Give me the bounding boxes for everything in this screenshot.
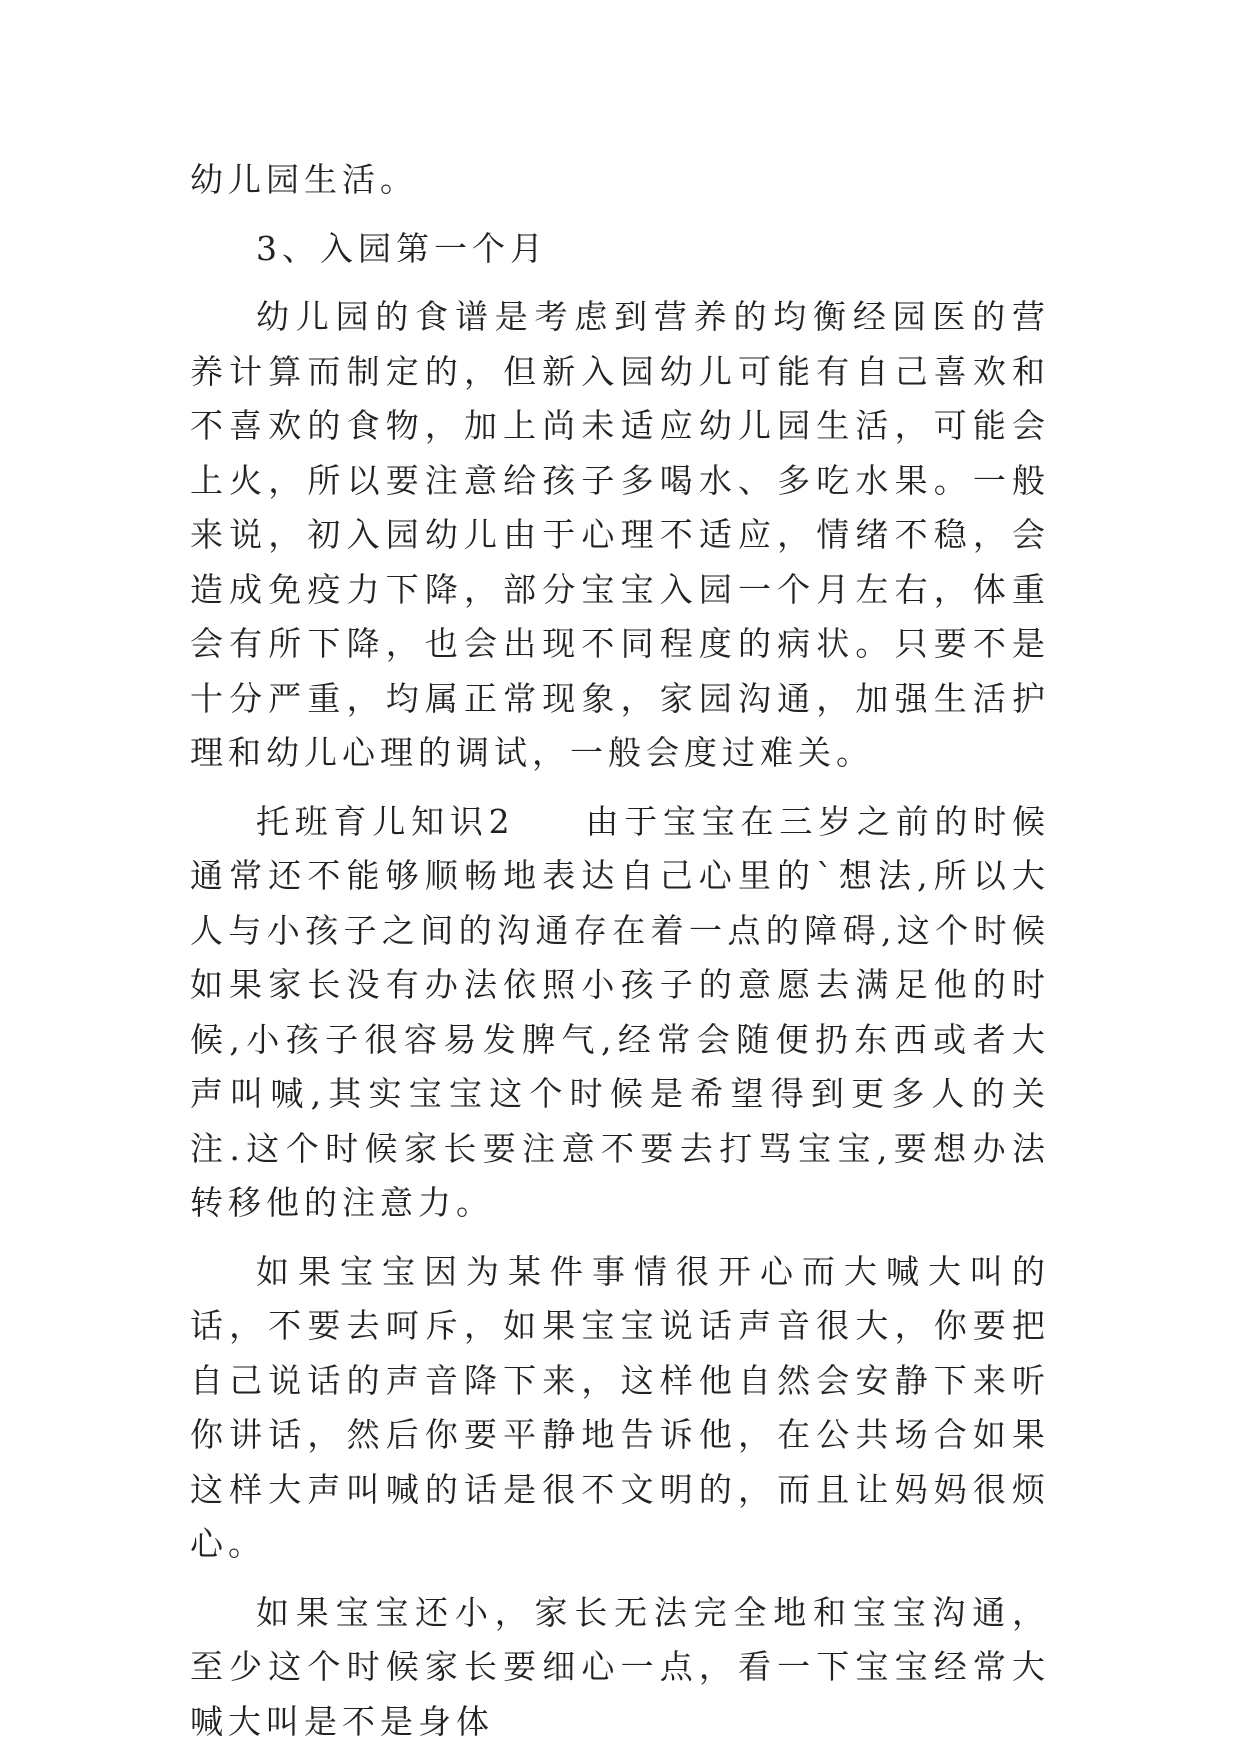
paragraph-knowledge-2 <box>190 795 1050 1231</box>
paragraph-small-baby: 如果宝宝还小，家长无法完全地和宝宝沟通，至少这个时候家长要细心一点，看一下宝宝经常大喊大叫是不是身体 <box>190 1592 1050 1741</box>
document-body <box>190 153 1050 1749</box>
section-heading-first-month: 3、入园第一个月 <box>256 228 548 268</box>
section-heading-knowledge-2: 托班育儿知识2 <box>256 801 515 841</box>
paragraph-knowledge-2-body: 由于宝宝在三岁之前的时候通常还不能够顺畅地表达自己心里的`想法,所以大人与小孩子之间的沟通存在着一点的障碍,这个时候如果家长没有办法依照小孩子的意愿去满足他的时候,小孩子很容易发脾气,经常会随便扔东西或者大声叫喊,其实宝宝这个时候是希望得到更多人的关注.这个时候家长要注意不要去打骂宝宝,要想办法转移他的注意力。 <box>190 801 1051 1222</box>
paragraph-continuation: 幼儿园生活。 <box>190 160 418 199</box>
paragraph-diet: 幼儿园的食谱是考虑到营养的均衡经园医的营养计算而制定的，但新入园幼儿可能有自己喜欢和不喜欢的食物，加上尚未适应幼儿园生活，可能会上火，所以要注意给孩子多喝水、多吃水果。一般来说，初入园幼儿由于心理不适应，情绪不稳，会造成免疫力下降，部分宝宝入园一个月左右，体重会有所下降，也会出现不同程度的病状。只要不是十分严重，均属正常现象，家园沟通，加强生活护理和幼儿心理的调试，一般会度过难关。 <box>190 297 1050 772</box>
paragraph-shouting: 如果宝宝因为某件事情很开心而大喊大叫的话，不要去呵斥，如果宝宝说话声音很大，你要把自己说话的声音降下来，这样他自然会安静下来听你讲话，然后你要平静地告诉他，在公共场合如果这样大声叫喊的话是很不文明的，而且让妈妈很烦心。 <box>190 1251 1050 1563</box>
